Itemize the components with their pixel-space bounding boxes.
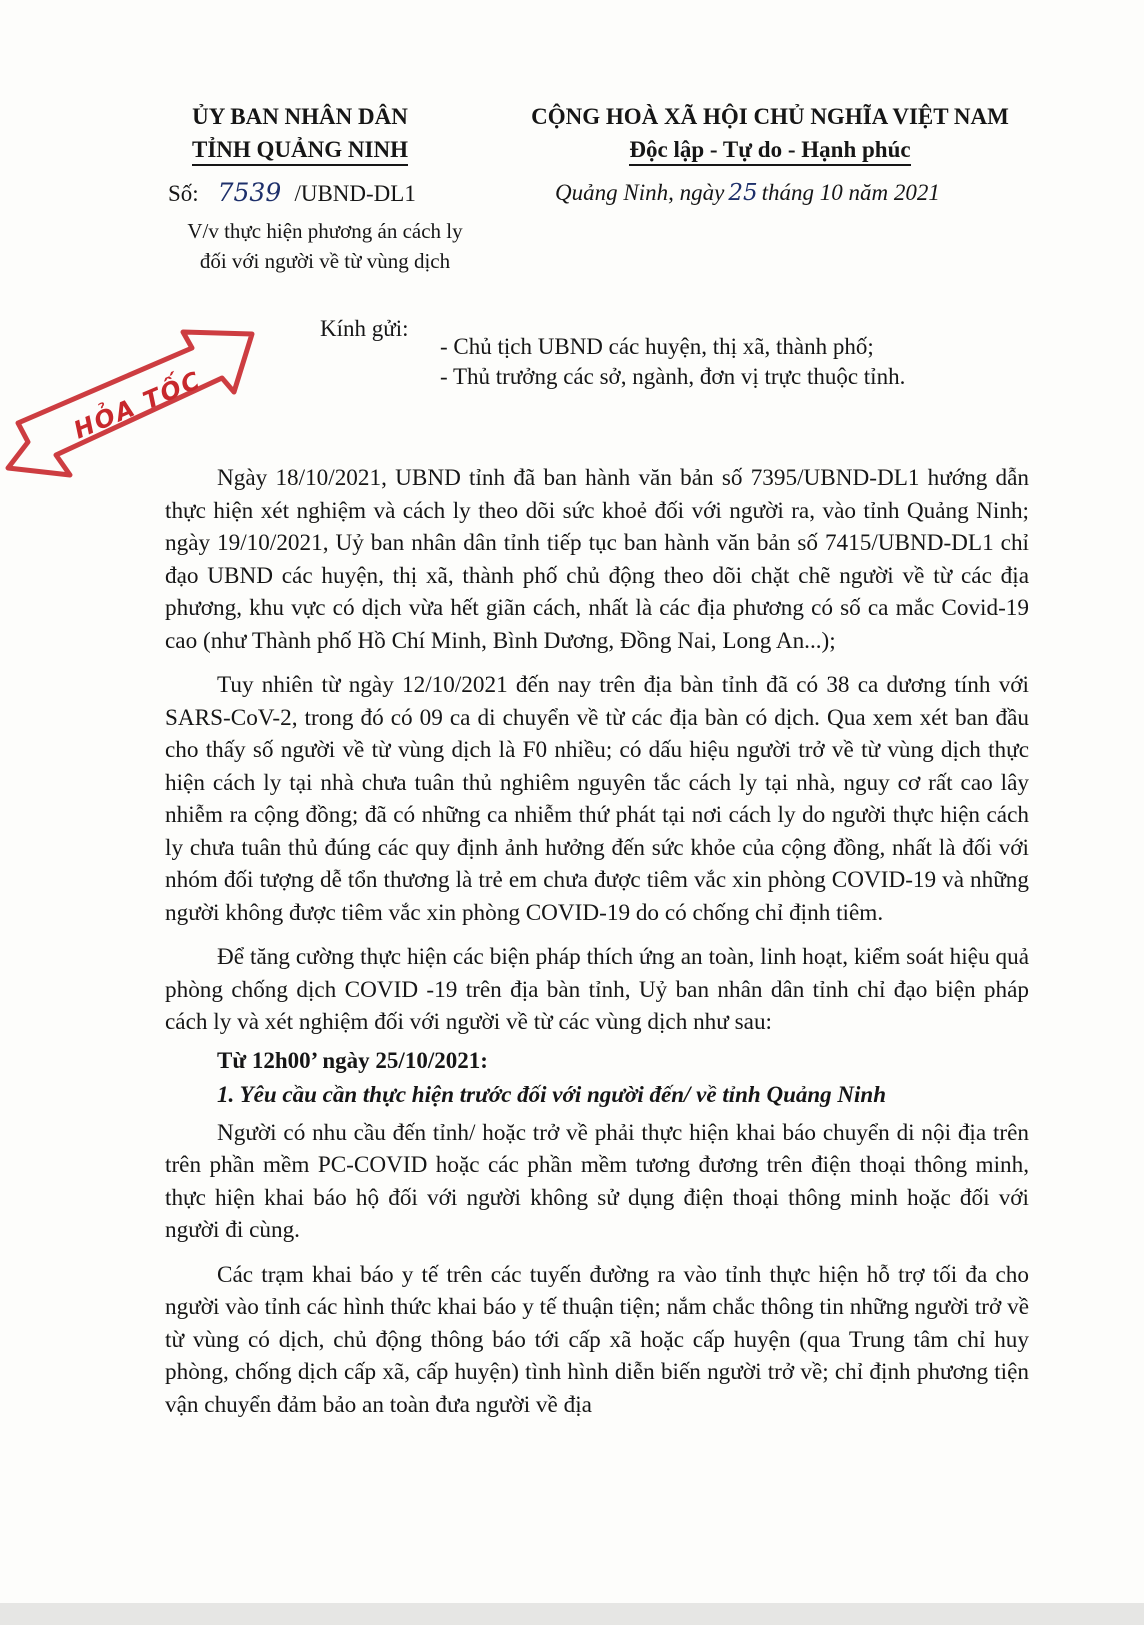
national-motto: Độc lập - Tự do - Hạnh phúc — [629, 135, 910, 166]
agency-name-line1: ỦY BAN NHÂN DÂN — [192, 104, 408, 129]
country-name: CỘNG HOÀ XÃ HỘI CHỦ NGHĨA VIỆT NAM — [531, 104, 1009, 129]
date-suffix: tháng 10 năm 2021 — [761, 180, 940, 205]
document-subject — [150, 216, 500, 276]
salutation: Kính gửi: — [320, 316, 409, 341]
issue-date — [555, 180, 940, 206]
date-prefix: Quảng Ninh, ngày — [555, 180, 725, 205]
body-paragraph: Ngày 18/10/2021, UBND tỉnh đã ban hành văn bản số 7395/UBND-DL1 hướng dẫn thực hiện xét nghiệm và cách ly theo dõi sức khoẻ đối với người ra, vào tỉnh Quảng Ninh; ngày 19/10/2021, Uỷ ban nhân dân tỉnh tiếp tục ban hành văn bản số 7415/UBND-DL1 chỉ đạo UBND các huyện, thị xã, thành phố chủ động theo dõi chặt chẽ người về từ các địa phương, khu vực có dịch vừa hết giãn cách, nhất là các địa phương có số ca mắc Covid-19 cao (như Thành phố Hồ Chí Minh, Bình Dương, Đồng Nai, Long An...); — [165, 465, 1029, 654]
subject-line2: đối với người về từ vùng dịch — [199, 249, 451, 273]
effective-time-heading: Từ 12h00’ ngày 25/10/2021: — [217, 1047, 488, 1073]
doc-number-suffix: /UBND-DL1 — [294, 181, 416, 206]
national-header — [500, 100, 1040, 166]
agency-header — [130, 100, 470, 166]
stamp-text: HỎA TỐC — [69, 365, 206, 445]
body-paragraph: Các trạm khai báo y tế trên các tuyến đường ra vào tỉnh thực hiện hỗ trợ tối đa cho người vào tỉnh các hình thức khai báo y tế thuận tiện; nắm chắc thông tin những người trở về từ vùng có dịch, chủ động thông báo tới cấp xã hoặc cấp huyện (qua Trung tâm chỉ huy phòng, chống dịch cấp xã, cấp huyện) tình hình diễn biến người trở về; chỉ định phương tiện vận chuyển đảm bảo an toàn đưa người về địa — [165, 1261, 1029, 1418]
section-1-heading: 1. Yêu cầu cần thực hiện trước đối với người đến/ về tỉnh Quảng Ninh — [217, 1081, 886, 1107]
recipient-item: - Chủ tịch UBND các huyện, thị xã, thành phố; — [440, 334, 874, 359]
doc-number-prefix: Số: — [168, 181, 199, 206]
agency-name-line2: TỈNH QUẢNG NINH — [192, 135, 408, 166]
body-paragraph: Để tăng cường thực hiện các biện pháp thích ứng an toàn, linh hoạt, kiểm soát hiệu quả phòng chống dịch COVID -19 trên địa bàn tỉnh, Uỷ ban nhân dân tỉnh chỉ đạo biện pháp cách ly và xét nghiệm đối với người về từ các vùng dịch như sau: — [165, 944, 1029, 1035]
handwritten-day: 25 — [728, 180, 758, 206]
body-paragraph: Tuy nhiên từ ngày 12/10/2021 đến nay trên địa bàn tỉnh đã có 38 ca dương tính với SARS-CoV-2, trong đó có 09 ca di chuyển về từ các địa bàn có dịch. Qua xem xét ban đầu cho thấy số người về từ vùng dịch là F0 nhiều; có dấu hiệu người trở về từ vùng dịch thực hiện cách ly tại nhà chưa tuân thủ nghiêm nguyên tắc cách ly tại nhà, nguy cơ rất cao lây nhiễm ra cộng đồng; đã có những ca nhiễm thứ phát tại nơi cách ly do người thực hiện cách ly chưa tuân thủ đúng các quy định ảnh hưởng đến sức khỏe của cộng đồng, nhất là đối với nhóm đối tượng dễ tổn thương là trẻ em chưa được tiêm vắc xin phòng COVID-19 và những người không được tiêm vắc xin phòng COVID-19 do có chống chỉ định tiêm. — [165, 672, 1029, 926]
document-number — [168, 178, 416, 207]
body-paragraph: Người có nhu cầu đến tỉnh/ hoặc trở về phải thực hiện khai báo chuyển di nội địa trên trên phần mềm PC-COVID hoặc các phần mềm tương đương trên điện thoại thông minh, thực hiện khai báo hộ đối với người không sử dụng điện thoại thông minh hoặc đối với người đi cùng. — [165, 1119, 1029, 1243]
recipient-item: - Thủ trưởng các sở, ngành, đơn vị trực thuộc tỉnh. — [440, 364, 906, 389]
handwritten-doc-number: 7539 — [217, 178, 282, 207]
document-body — [165, 462, 1029, 1433]
scan-edge — [0, 1603, 1144, 1625]
subject-line1: V/v thực hiện phương án cách ly — [187, 219, 463, 243]
